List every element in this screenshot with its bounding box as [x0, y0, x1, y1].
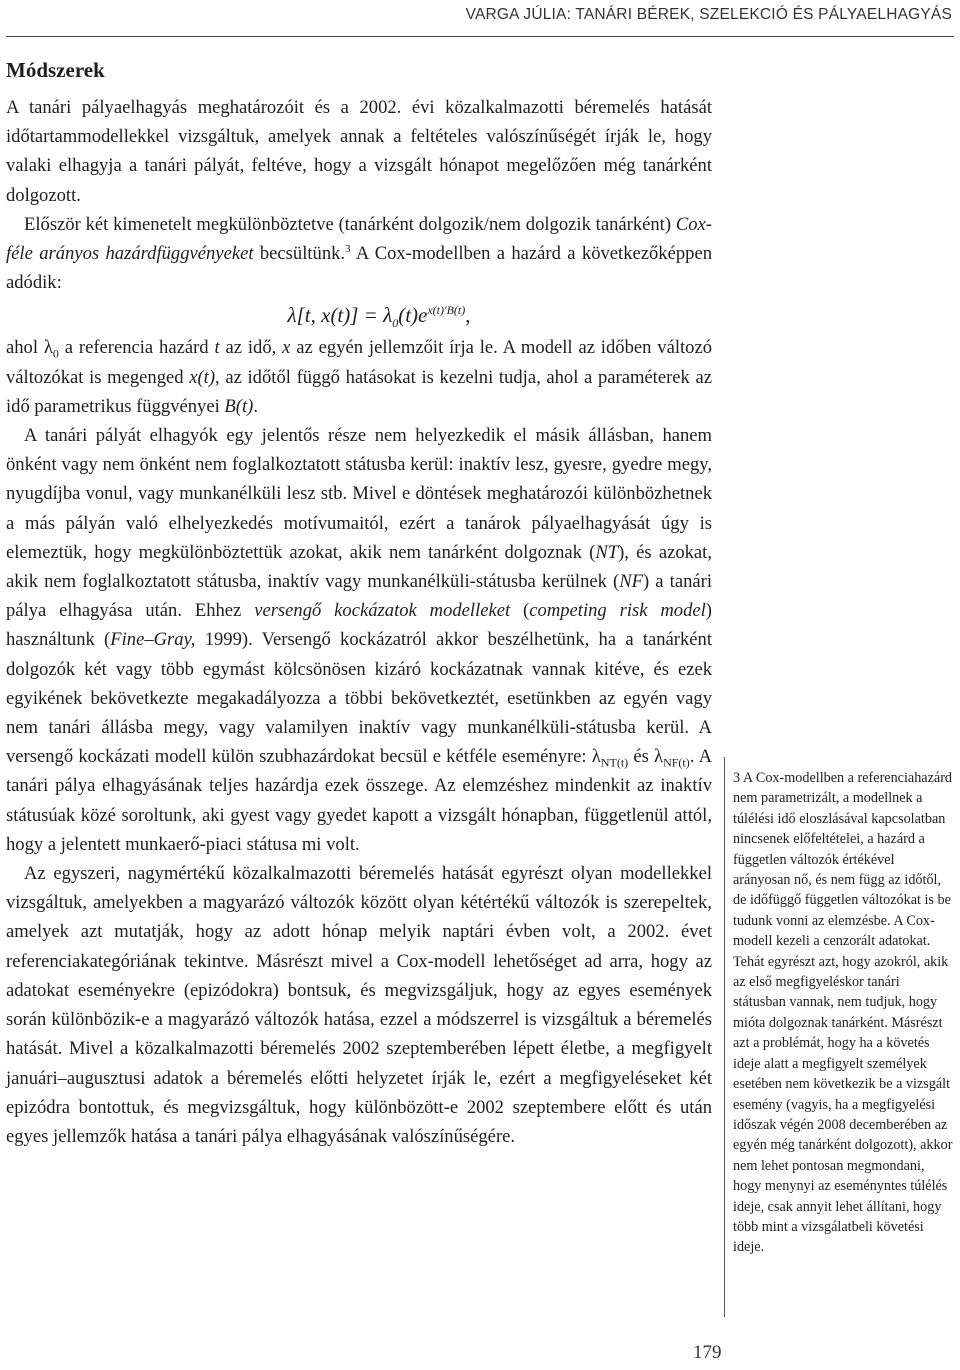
p3-var-t: t — [214, 337, 220, 359]
p4-italic-english-term: competing risk model — [529, 600, 706, 622]
p4-text-g: és λ — [628, 746, 664, 768]
paragraph-3 — [6, 333, 712, 421]
p3-text-e: , az időtől függő hatásokat is kezelni tudja, ahol a paraméterek az idő parametrikus függvényei — [6, 366, 712, 417]
page-number: 179 — [693, 1342, 722, 1363]
paragraph-1: A tanári pályaelhagyás meghatározóit és a 2002. évi közalkalmazotti béremelés hatását időtartammodellekkel vizsgáltuk, amelyek annak a feltételes valószínűségét írják le, hogy valaki elhagyja a tanári pályát, feltéve, hogy a vizsgált hónapot megelőzően még tanárként dolgozott. — [6, 97, 712, 206]
p2-text-a: Először két kimenetelt megkülönböztetve (tanárként dolgozik/nem dolgozik tanárként) — [24, 213, 676, 235]
eq-lhs: λ[t, x(t)] = λ — [287, 303, 393, 328]
margin-rule — [724, 757, 725, 1317]
p3-text-a: ahol λ — [6, 337, 53, 359]
p4-text-f: 1999). Versengő kockázatról akkor beszélhetünk, ha a tanárként dolgozók két vagy több egymást kölcsönösen kizáró kockázatnak vannak kitéve, és ezek egyikének bekövetkezte megakadályozza a többi bekövetkeztét, esetünkben az egyén vagy nem tanári állásba megy, vagy valamilyen inaktív vagy munkanélküli-státusba kerül. A versengő kockázati modell külön szubhazárdokat becsül e kétféle eseményre: λ — [6, 629, 712, 768]
p4-citation: Fine–Gray, — [110, 629, 196, 651]
p3-text-c: az idő, — [219, 337, 283, 359]
p4-abbr-nt: NT — [595, 541, 619, 563]
eq-exponent: x(t)'B(t) — [427, 303, 466, 318]
p4-text-h: . A tanári pálya elhagyásának teljes hazárdja ezek összege. Az elemzéshez mindenkit az inaktív státusúak közé soroltunk, aki gyest vagy gyedet kapott a vizsgált hónapban, függetlenül attól, hogy a jelentett munkaerő-piaci státusa mi volt. — [6, 746, 713, 855]
p4-subscript-nf: NF(t) — [663, 755, 690, 770]
p4-subscript-nt: NT(t) — [600, 755, 629, 770]
paragraph-5: Az egyszeri, nagymértékű közalkalmazotti béremelés hatását egyrészt olyan modellekkel vizsgáltuk, amelyekben a magyarázó változók között olyan kétértékű változók is szerepeltek, amelyek azt mutatják, hogy az adott hónap melyik naptári évben volt, a 2002. évet referenciakategóriának tekintve. Másrészt mivel a Cox-modell lehetőséget ad arra, hogy az adatokat eseményekre (epizódokra) bontsuk, és megvizsgáljuk, hogy az egyes események során különbözik-e a magyarázó változók hatása, ezzel a módszerrel is vizsgáltuk a béremelés hatását. Mivel a közalkalmazotti béremelés 2002 szeptemberében lépett életbe, a megfigyelt januári–augusztusi adatok a béremelés előtti helyzetet írják le, ezért a megfigyeléseket két epizódra bontottuk, és megvizsgáltuk, hogy különbözött-e 2002 szeptembere előtt és után egyes jellemzők hatása a tanári pálya elhagyásának valószínűségére. — [6, 863, 712, 1147]
p4-text-d: ( — [510, 600, 530, 622]
p3-text-f: . — [253, 395, 258, 417]
p3-text-b: a referencia hazárd — [58, 337, 215, 359]
hazard-equation — [6, 297, 712, 333]
p2-text-d: A Cox-modellben a hazárd a következőképpen adódik: — [6, 243, 712, 294]
running-head: VARGA JÚLIA: TANÁRI BÉREK, SZELEKCIÓ ÉS PÁLYAELHAGYÁS — [465, 6, 952, 23]
footnote-reference[interactable]: 3 — [345, 242, 351, 255]
eq-tail: , — [465, 303, 471, 328]
p4-text-e: ) használtunk ( — [6, 600, 712, 651]
p2-text-c: becsültünk. — [253, 243, 346, 265]
p3-var-bt: B(t) — [224, 395, 254, 417]
p3-var-xt: x(t) — [189, 366, 216, 388]
p4-italic-term: versengő kockázatok modelleket — [254, 600, 511, 622]
header-rule — [6, 36, 954, 37]
main-text-column — [6, 93, 712, 1151]
p4-text-b: ), és azokat, akik nem foglalkoztatott státusba, inaktív vagy munkanélküli-státusba kerülnek ( — [6, 541, 712, 593]
p3-subscript: 0 — [52, 347, 59, 362]
p3-text-d: az egyén jellemzőit írja le. A modell az időben változó változókat is megenged — [6, 337, 713, 388]
eq-rhs: (t)e — [398, 303, 428, 328]
p2-italic-term: Cox-féle arányos hazárdfüggvényeket — [6, 213, 712, 265]
p4-text-a: A tanári pályát elhagyók egy jelentős része nem helyezkedik el másik állásban, hanem önként vagy nem önként nem foglalkoztatott státusba kerül: inaktív lesz, gyesre, gyedre megy, nyugdíjba vonul, vagy munkanélküli lesz stb. Mivel e döntések meghatározói különbözhetnek a más pályán való elhelyezkedés motívumaitól, ezért a tanárok pályaelhagyását úgy is elemeztük, hogy megkülönböztettük azokat, akik nem tanárként dolgoznak ( — [6, 425, 712, 563]
eq-subscript: 0 — [392, 316, 399, 331]
paragraph-4 — [6, 421, 712, 859]
p4-abbr-nf: NF — [619, 571, 643, 593]
footnote-3: 3 A Cox-modellben a referenciahazárd nem parametrizált, a modellnek a túlélési idő eloszlásával kapcsolatban nincsenek előfeltételei, a hazárd a független változók értékével arányosan nő, és nem függ az időtől, de időfüggő független változókat is be tudunk vonni az elemzésbe. A Cox-modell kezeli a cenzorált adatokat. Tehát egyrészt azt, hogy azokról, akik az első megfigyeléskor tanári státusban vannak, nem tudjuk, hogy mióta dolgoznak tanárként. Másrészt azt a problémát, hogy ha a követés ideje alatt a megfigyelt személyek esetében nem következik be a vizsgált esemény (vagyis, ha a megfigyelési időszak végén 2008 decemberében az egyén még tanárként dolgozott), akkor nem lehet pontosan megmondani, hogy menynyi az eseményntes túlélés ideje, csak annyit lehet állítani, hogy több mint a vizsgálatbeli követési ideje. — [733, 770, 953, 1256]
p3-var-x: x — [282, 337, 291, 359]
section-title: Módszerek — [6, 58, 105, 82]
paragraph-2 — [6, 210, 712, 298]
p4-text-c: ) a tanári pálya elhagyása után. Ehhez — [6, 571, 712, 622]
